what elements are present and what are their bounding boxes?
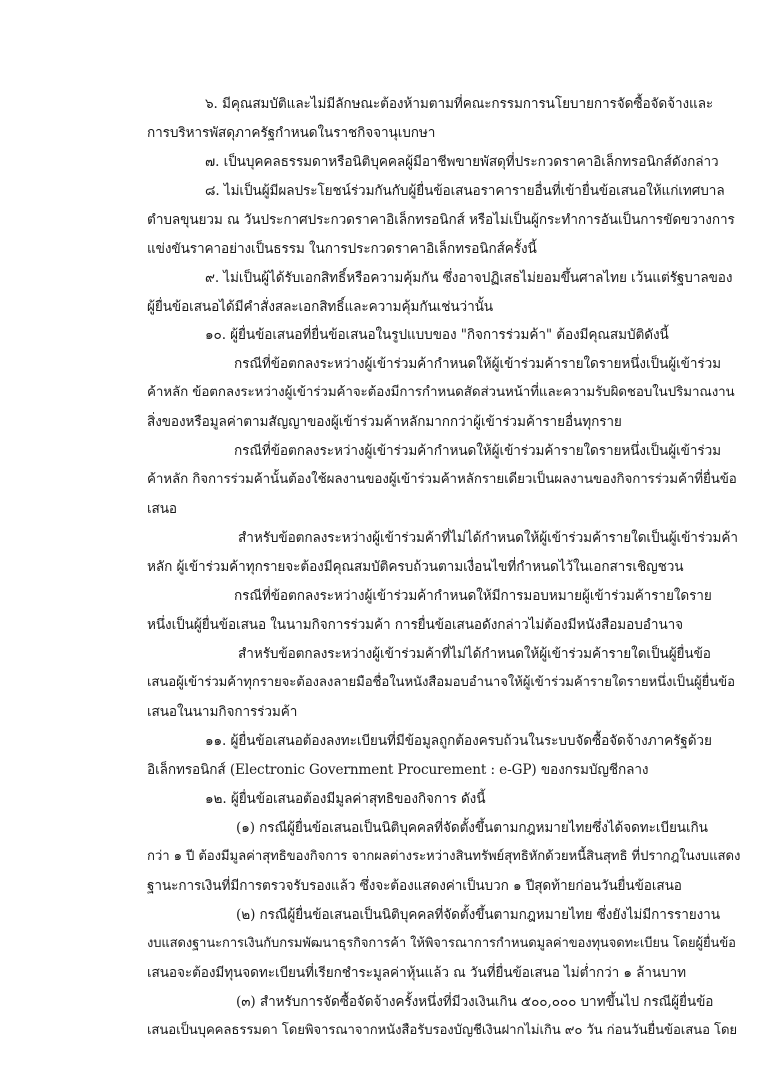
clause-10c-line-2: หลัก ผู้เข้าร่วมค้าทุกรายจะต้องมีคุณสมบัติครบถ้วนตามเงื่อนไขที่กำหนดไว้ในเอกสารเชิญชวน	[147, 559, 684, 575]
clause-12-1-line-2: กว่า ๑ ปี ต้องมีมูลค่าสุทธิของกิจการ จากผลต่างระหว่างสินทรัพย์สุทธิหักด้วยหนี้สินสุทธิ ที่ปรากฎในงบแสดง	[147, 849, 741, 864]
clause-12-2-line-1: (๒) กรณีผู้ยื่นข้อเสนอเป็นนิติบุคคลที่จัดตั้งขึ้นตามกฎหมายไทย ซึ่งยังไม่มีการรายงาน	[236, 907, 720, 923]
clause-10d-line-2: หนึ่งเป็นผู้ยื่นข้อเสนอ ในนามกิจการร่วมค้า การยื่นข้อเสนอดังกล่าวไม่ต้องมีหนังสือมอบอำนาจ	[147, 617, 684, 633]
clause-10b-line-3: เสนอ	[147, 501, 178, 517]
clause-10e-line-3: เสนอในนามกิจการร่วมค้า	[147, 704, 298, 720]
clause-12-3-line-2: เสนอเป็นบุคคลธรรมดา โดยพิจารณาจากหนังสือรับรองบัญชีเงินฝากไม่เกิน ๙๐ วัน ก่อนวันยื่นข้อเสนอ โดย	[147, 1023, 738, 1038]
clause-10e-line-1: สำหรับข้อตกลงระหว่างผู้เข้าร่วมค้าที่ไม่ได้กำหนดให้ผู้เข้าร่วมค้ารายใดเป็นผู้ยื่นข้อ	[238, 646, 711, 662]
clause-10-line-1: ๑๐. ผู้ยื่นข้อเสนอที่ยื่นข้อเสนอในรูปแบบของ "กิจการร่วมค้า" ต้องมีคุณสมบัติดังนี้	[205, 327, 669, 343]
clause-10a-line-2: ค้าหลัก ข้อตกลงระหว่างผู้เข้าร่วมค้าจะต้องมีการกำหนดสัดส่วนหน้าที่และความรับผิดชอบในปริมาณงาน	[147, 385, 735, 400]
clause-12-2-line-3: เสนอจะต้องมีทุนจดทะเบียนที่เรียกชำระมูลค่าหุ้นแล้ว ณ วันที่ยื่นข้อเสนอ ไม่ต่ำกว่า ๑ ล้านบาท	[147, 965, 687, 981]
clause-10b-line-2: ค้าหลัก กิจการร่วมค้านั้นต้องใช้ผลงานของผู้เข้าร่วมค้าหลักรายเดียวเป็นผลงานของกิจการร่วมค้าที่ยื่นข้อ	[147, 472, 737, 487]
clause-8-line-3: แข่งขันราคาอย่างเป็นธรรม ในการประกวดราคาอิเล็กทรอนิกส์ครั้งนี้	[147, 241, 537, 257]
clause-10e-line-2: เสนอผู้เข้าร่วมค้าทุกรายจะต้องลงลายมือชื่อในหนังสือมอบอำนาจให้ผู้เข้าร่วมค้ารายใดรายหนึ่งเป็นผู้ยื่นข้อ	[147, 675, 735, 690]
clause-6-line-2: การบริหารพัสดุภาครัฐกำหนดในราชกิจจานุเบกษา	[147, 125, 436, 141]
clause-8-line-1: ๘. ไม่เป็นผู้มีผลประโยชน์ร่วมกันกับผู้ยื่นข้อเสนอราคารายอื่นที่เข้ายื่นข้อเสนอให้แก่เทศบาล	[205, 183, 725, 199]
clause-7-line-1: ๗. เป็นบุคคลธรรมดาหรือนิติบุคคลผู้มีอาชีพขายพัสดุที่ประกวดราคาอิเล็กทรอนิกส์ดังกล่าว	[205, 154, 719, 170]
clause-10d-line-1: กรณีที่ข้อตกลงระหว่างผู้เข้าร่วมค้ากำหนดให้มีการมอบหมายผู้เข้าร่วมค้ารายใดราย	[234, 588, 712, 604]
clause-8-line-2: ตำบลขุนยวม ณ วันประกาศประกวดราคาอิเล็กทรอนิกส์ หรือไม่เป็นผู้กระทำการอันเป็นการขัดขวางการ	[147, 212, 735, 228]
clause-10c-line-1: สำหรับข้อตกลงระหว่างผู้เข้าร่วมค้าที่ไม่ได้กำหนดให้ผู้เข้าร่วมค้ารายใดเป็นผู้เข้าร่วมค้า	[238, 530, 738, 546]
clause-10a-line-1: กรณีที่ข้อตกลงระหว่างผู้เข้าร่วมค้ากำหนดให้ผู้เข้าร่วมค้ารายใดรายหนึ่งเป็นผู้เข้าร่วม	[234, 356, 721, 372]
clause-11-line-2: อิเล็กทรอนิกส์ (Electronic Government Procurement : e-GP) ของกรมบัญชีกลาง	[147, 762, 649, 778]
clause-6-line-1: ๖. มีคุณสมบัติและไม่มีลักษณะต้องห้ามตามที่คณะกรรมการนโยบายการจัดซื้อจัดจ้างและ	[205, 96, 714, 112]
clause-12-3-line-1: (๓) สำหรับการจัดซื้อจัดจ้างครั้งหนึ่งที่มีวงเงินเกิน ๕๐๐,๐๐๐ บาทขึ้นไป กรณีผู้ยื่นข้อ	[236, 994, 714, 1010]
clause-10b-line-1: กรณีที่ข้อตกลงระหว่างผู้เข้าร่วมค้ากำหนดให้ผู้เข้าร่วมค้ารายใดรายหนึ่งเป็นผู้เข้าร่วม	[234, 443, 721, 459]
clause-11-line-1: ๑๑. ผู้ยื่นข้อเสนอต้องลงทะเบียนที่มีข้อมูลถูกต้องครบถ้วนในระบบจัดซื้อจัดจ้างภาครัฐด้วย	[205, 733, 712, 749]
clause-9-line-1: ๙. ไม่เป็นผู้ได้รับเอกสิทธิ์หรือความคุ้มกัน ซึ่งอาจปฏิเสธไม่ยอมขึ้นศาลไทย เว้นแต่รัฐบาลของ	[205, 270, 733, 286]
clause-10a-line-3: สิ่งของหรือมูลค่าตามสัญญาของผู้เข้าร่วมค้าหลักมากกว่าผู้เข้าร่วมค้ารายอื่นทุกราย	[147, 414, 622, 430]
clause-12-1-line-3: ฐานะการเงินที่มีการตรวจรับรองแล้ว ซึ่งจะต้องแสดงค่าเป็นบวก ๑ ปีสุดท้ายก่อนวันยื่นข้อเสนอ	[147, 878, 682, 894]
clause-12-line-1: ๑๒. ผู้ยื่นข้อเสนอต้องมีมูลค่าสุทธิของกิจการ ดังนี้	[205, 791, 486, 807]
clause-12-2-line-2: งบแสดงฐานะการเงินกับกรมพัฒนาธุรกิจการค้า ให้พิจารณาการกำหนดมูลค่าของทุนจดทะเบียน โดยผู้ยื่นข้อ	[147, 936, 736, 951]
clause-9-line-2: ผู้ยื่นข้อเสนอได้มีคำสั่งสละเอกสิทธิ์และความคุ้มกันเช่นว่านั้น	[147, 299, 493, 315]
clause-12-1-line-1: (๑) กรณีผู้ยื่นข้อเสนอเป็นนิติบุคคลที่จัดตั้งขึ้นตามกฎหมายไทยซึ่งได้จดทะเบียนเกิน	[236, 820, 708, 836]
